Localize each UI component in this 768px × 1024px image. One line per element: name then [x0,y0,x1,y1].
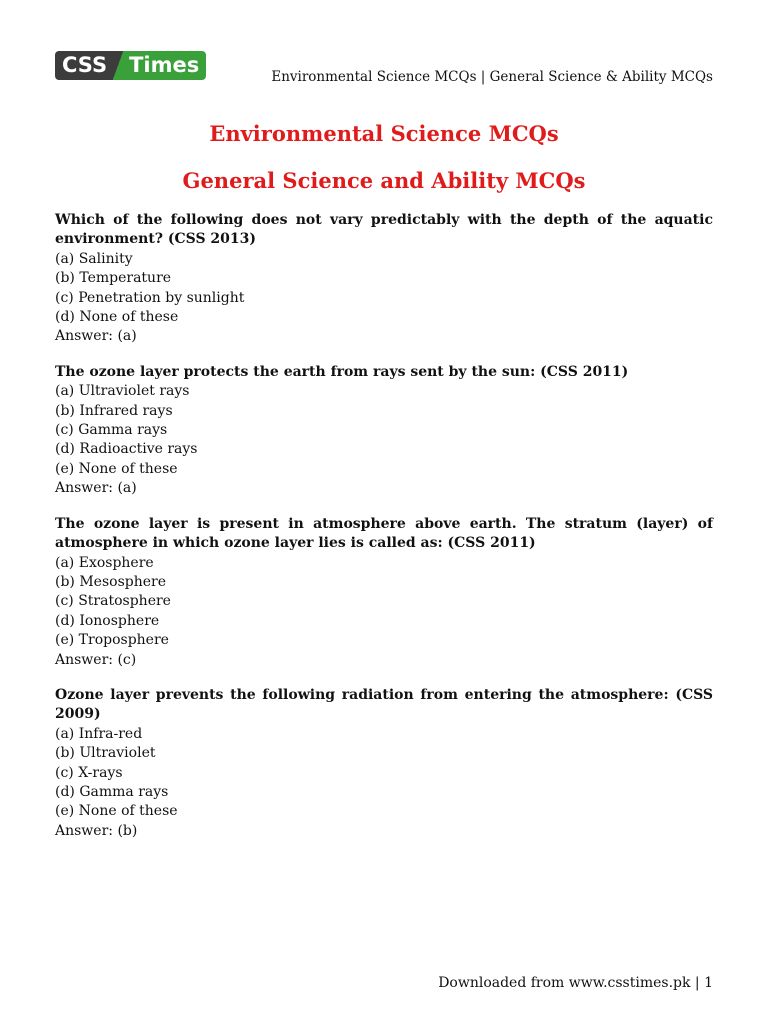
answer: Answer: (a) [55,480,137,497]
question-text: Which of the following does not vary predictably with the depth of the aquatic environment? (CSS 2013) [55,212,713,248]
option: (a) Exosphere [55,554,154,571]
option: (a) Salinity [55,250,133,267]
running-header: Environmental Science MCQs | General Science & Ability MCQs [271,69,713,85]
option: (e) None of these [55,460,178,477]
logo-slash [113,51,123,80]
option: (b) Ultraviolet [55,745,156,762]
option: (b) Infrared rays [55,402,173,419]
csstimes-logo [55,51,206,80]
option: (c) X-rays [55,764,123,781]
option: (a) Ultraviolet rays [55,383,190,400]
option: (b) Mesosphere [55,573,166,590]
logo-times-text: Times [123,51,206,80]
answer: Answer: (c) [55,651,137,668]
page-footer: Downloaded from www.csstimes.pk | 1 [438,975,713,991]
option: (d) Gamma rays [55,783,169,800]
question-text: Ozone layer prevents the following radiation from entering the atmosphere: (CSS 2009) [55,686,713,723]
page-subtitle: General Science and Ability MCQs [182,168,586,193]
option: (d) Radioactive rays [55,441,198,458]
option: (a) Infra-red [55,725,143,742]
option: (c) Gamma rays [55,422,168,439]
page-title: Environmental Science MCQs [209,121,559,146]
option: (d) None of these [55,309,179,326]
logo-css-text: CSS [55,51,113,80]
mcq-item [55,363,713,499]
option: (b) Temperature [55,270,172,287]
question-text: The ozone layer protects the earth from rays sent by the sun: (CSS 2011) [55,363,629,380]
mcq-list [55,211,713,857]
mcq-item [55,211,713,347]
mcq-item [55,515,713,670]
option: (e) Troposphere [55,632,169,649]
option: (c) Stratosphere [55,593,171,610]
mcq-item [55,686,713,841]
option: (c) Penetration by sunlight [55,289,245,306]
answer: Answer: (a) [55,328,137,345]
question-text: The ozone layer is present in atmosphere above earth. The stratum (layer) of atmosphere in which ozone layer lies is called as: (CSS 2011) [55,515,713,552]
answer: Answer: (b) [55,822,138,839]
option: (d) Ionosphere [55,612,160,629]
option: (e) None of these [55,803,178,820]
